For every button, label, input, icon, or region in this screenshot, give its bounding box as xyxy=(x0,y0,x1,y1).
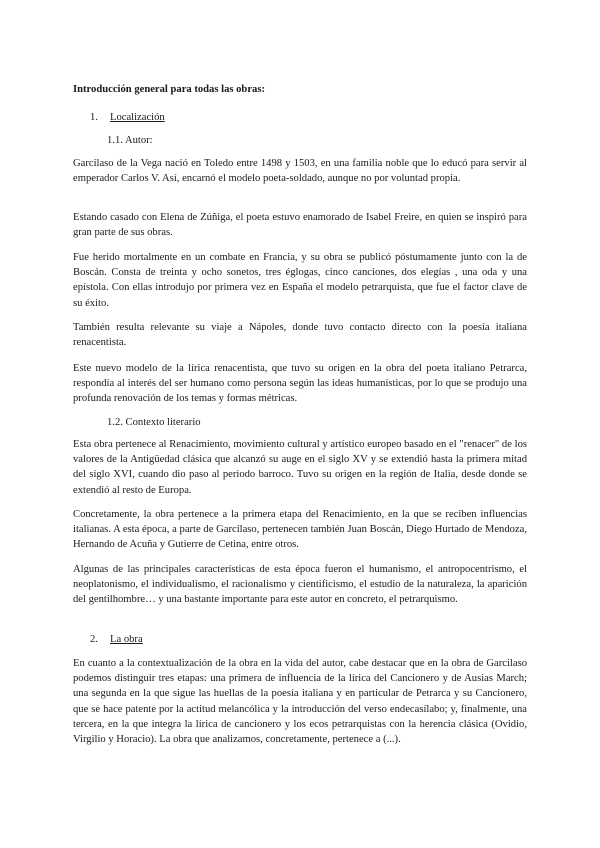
paragraph-modelo-renacentista: Este nuevo modelo de la lírica renacentista, que tuvo su origen en la obra del poeta italiano Petrarca, respondía al interés del ser humano como persona según las ideas humanísticas, por lo que se produjo una profunda renovación de los temas y formas métricas. xyxy=(73,363,527,405)
section-heading-la-obra xyxy=(90,632,143,647)
section-number: 1. xyxy=(90,112,98,123)
document-title: Introducción general para todas las obras: xyxy=(73,84,265,95)
section-heading-localizacion xyxy=(90,110,165,125)
subsection-heading-contexto: 1.2. Contexto literario xyxy=(107,417,201,428)
subsection-heading-autor: 1.1. Autor: xyxy=(107,135,153,146)
paragraph-etapas-obra: En cuanto a la contextualización de la obra en la vida del autor, cabe destacar que en la obra de Garcilaso podemos distinguir tres etapas: una primera de influencia de la lírica del Cancionero y de Ausias March; una segunda en la que sigue las huellas de la poesía italiana y en particular de Petrarca y su Cancionero, que se hace patente por la actitud melancólica y la introducción del verso endecasílabo; y, finalmente, una tercera, en la que integra la lírica de cancionero y los ecos petrarquistas con la herencia clásica (Ovidio, Virgilio y Horacio). La obra que analizamos, concretamente, pertenece a (...). xyxy=(73,658,527,746)
section-label: Localización xyxy=(110,112,165,123)
section-label: La obra xyxy=(110,634,143,645)
paragraph-renacimiento: Esta obra pertenece al Renacimiento, movimiento cultural y artístico europeo basado en el "renacer" de los valores de la Antigüedad clásica que alcanzó su auge en el siglo XV y se extendió hasta la primera mitad del siglo XVI, cuando dio paso al periodo barroco. Tuvo su origen en la región de Italia, desde donde se extendió al resto de Europa. xyxy=(73,439,527,496)
paragraph-viaje-napoles: También resulta relevante su viaje a Nápoles, donde tuvo contacto directo con la poesía italiana renacentista. xyxy=(73,322,527,349)
paragraph-obra-publicacion: Fue herido mortalmente en un combate en Francia, y su obra se publicó póstumamente junto con la de Boscán. Consta de treinta y ocho sonetos, tres églogas, cinco canciones, dos elegías , una oda y una epístola. Con ellas introdujo por primera vez en España el modelo petrarquista, que fue el factor clave de su éxito. xyxy=(73,252,527,309)
paragraph-primera-etapa: Concretamente, la obra pertenece a la primera etapa del Renacimiento, en la que se reciben influencias italianas. A esta época, a parte de Garcilaso, pertenecen también Juan Boscán, Diego Hurtado de Mendoza, Hernando de Acuña y Gutierre de Cetina, entre otros. xyxy=(73,509,527,551)
paragraph-caracteristicas: Algunas de las principales características de esta época fueron el humanismo, el antropocentrismo, el neoplatonismo, el individualismo, el racionalismo y cientificismo, el estudio de la naturaleza, la aparición del gentilhombre… y una bastante importante para este autor en concreto, el petrarquismo. xyxy=(73,564,527,606)
section-number: 2. xyxy=(90,634,98,645)
paragraph-matrimonio: Estando casado con Elena de Zúñiga, el poeta estuvo enamorado de Isabel Freire, en quien se inspiró para gran parte de sus obras. xyxy=(73,212,527,239)
paragraph-autor-nacimiento: Garcilaso de la Vega nació en Toledo entre 1498 y 1503, en una familia noble que lo educó para servir al emperador Carlos V. Así, encarnó el modelo poeta-soldado, aunque no por voluntad propia. xyxy=(73,158,527,185)
